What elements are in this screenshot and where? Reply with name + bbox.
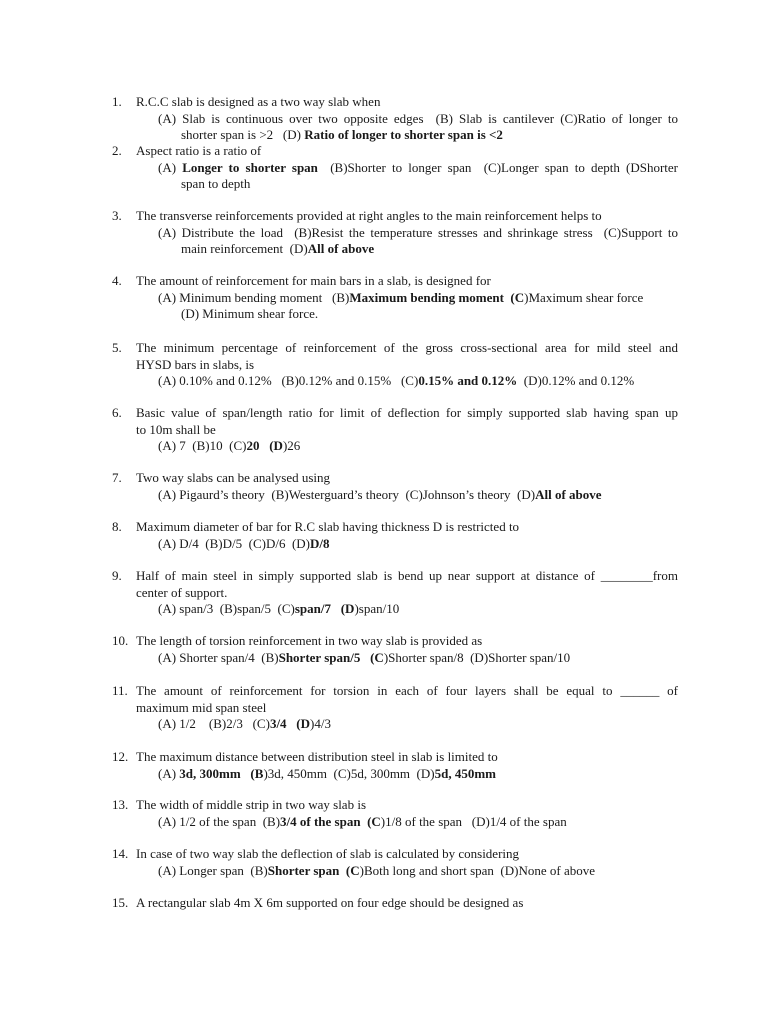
- option-text: (A) Minimum bending moment (B): [158, 289, 350, 305]
- question-text: The minimum percentage of reinforcement of the gross cross-sectional area for mild steel and: [136, 340, 678, 355]
- question-text: In case of two way slab the deflection of slab is calculated by considering: [136, 846, 520, 861]
- answer-options: [158, 814, 567, 830]
- question-text: R.C.C slab is designed as a two way slab when: [136, 94, 381, 109]
- question-text: The width of middle strip in two way slab is: [136, 797, 367, 812]
- option-text: (A) 0.10% and 0.12% (B)0.12% and 0.15% (C): [158, 373, 419, 388]
- answer-options: [158, 373, 634, 389]
- option-text: )Both long and short span (D)None of above: [359, 862, 596, 878]
- question-number: 10.: [112, 633, 129, 648]
- answer-options: [158, 716, 331, 732]
- option-text: )4/3: [310, 716, 331, 731]
- correct-answer-text: 3/4 (D: [269, 716, 311, 731]
- question-text: to 10m shall be: [136, 421, 216, 437]
- question-text: Maximum diameter of bar for R.C slab having thickness D is restricted to: [136, 519, 520, 534]
- question-text: The maximum distance between distribution steel in slab is limited to: [136, 749, 498, 764]
- answer-options-continued: [181, 306, 318, 322]
- option-text: (A) span/3 (B)span/5 (C): [158, 601, 295, 616]
- question-text: Basic value of span/length ratio for limit of deflection for simply supported slab having span up: [136, 405, 678, 420]
- correct-answer-text: Shorter span (C: [267, 862, 360, 878]
- correct-answer-text: Ratio of longer to shorter span is <2: [304, 127, 503, 142]
- option-text: (D) Minimum shear force.: [181, 306, 319, 321]
- option-text: (A) Distribute the load (B)Resist the temperature stresses and shrinkage stress (C)Support to: [158, 224, 678, 240]
- option-text: )span/10: [354, 601, 400, 616]
- question-text: HYSD bars in slabs, is: [136, 356, 255, 372]
- option-text: )Maximum shear force: [524, 289, 644, 305]
- option-text: (A) 1/2 (B)2/3 (C): [158, 716, 270, 731]
- question-number: 9.: [112, 568, 122, 583]
- question-number: 2.: [112, 143, 122, 158]
- question-text: The amount of reinforcement for torsion in each of four layers shall be equal to ______ of: [136, 683, 678, 698]
- correct-answer-text: D/8: [310, 535, 330, 551]
- option-text: (B)Shorter to longer span (C)Longer span to depth (DShorter: [317, 159, 678, 175]
- correct-answer-text: 3/4 of the span (C: [280, 813, 381, 829]
- question-text: Half of main steel in simply supported slab is bend up near support at distance of ________from: [136, 568, 678, 583]
- question-text: center of support.: [136, 584, 228, 600]
- correct-answer-text: Longer to shorter span: [182, 159, 318, 175]
- correct-answer-text: Shorter span/5 (C: [278, 649, 384, 665]
- question-text: A rectangular slab 4m X 6m supported on four edge should be designed as: [136, 895, 524, 910]
- question-number: 1.: [112, 94, 122, 109]
- answer-options-continued: [181, 241, 374, 257]
- question-number: 5.: [112, 340, 122, 355]
- question-text: The amount of reinforcement for main bars in a slab, is designed for: [136, 273, 491, 288]
- option-text: (A): [158, 765, 180, 781]
- answer-options: [158, 111, 678, 127]
- option-text: )3d, 450mm (C)5d, 300mm (D): [263, 765, 435, 781]
- option-text: (A) 7 (B)10 (C): [158, 438, 247, 453]
- question-number: 3.: [112, 208, 122, 223]
- correct-answer-text: Maximum bending moment (C: [349, 289, 525, 305]
- question-text: The length of torsion reinforcement in two way slab is provided as: [136, 633, 483, 648]
- correct-answer-text: All of above: [535, 486, 602, 502]
- correct-answer-text: All of above: [307, 241, 375, 256]
- answer-options: [158, 863, 595, 879]
- correct-answer-text: 5d, 450mm: [434, 765, 496, 781]
- answer-options: [158, 160, 678, 176]
- question-number: 12.: [112, 749, 129, 764]
- option-text: (A) 1/2 of the span (B): [158, 813, 281, 829]
- answer-options: [158, 487, 602, 503]
- question-number: 7.: [112, 470, 122, 485]
- answer-options: [158, 290, 643, 306]
- question-number: 8.: [112, 519, 122, 534]
- question-text: Two way slabs can be analysed using: [136, 470, 331, 485]
- answer-options: [158, 438, 300, 454]
- correct-answer-text: 20 (D: [246, 438, 283, 453]
- option-text: (A) Longer span (B): [158, 862, 268, 878]
- option-text: (D)0.12% and 0.12%: [517, 373, 635, 388]
- option-text: main reinforcement (D): [181, 241, 308, 256]
- answer-options: [158, 536, 330, 552]
- correct-answer-text: 3d, 300mm (B: [179, 765, 264, 781]
- question-text: maximum mid span steel: [136, 699, 267, 715]
- question-number: 13.: [112, 797, 129, 812]
- answer-options-continued: [181, 127, 503, 143]
- question-number: 14.: [112, 846, 129, 861]
- option-text: (A) Slab is continuous over two opposite edges (B) Slab is cantilever (C)Ratio of longer to: [158, 110, 678, 126]
- question-text: The transverse reinforcements provided at right angles to the main reinforcement helps to: [136, 208, 602, 223]
- correct-answer-text: span/7 (D: [294, 601, 355, 616]
- answer-options-continued: [181, 176, 250, 192]
- question-number: 11.: [112, 683, 128, 698]
- question-number: 15.: [112, 895, 129, 910]
- option-text: )1/8 of the span (D)1/4 of the span: [380, 813, 567, 829]
- option-text: )26: [282, 438, 301, 453]
- option-text: (A) Shorter span/4 (B): [158, 649, 279, 665]
- option-text: (A) D/4 (B)D/5 (C)D/6 (D): [158, 535, 311, 551]
- correct-answer-text: 0.15% and 0.12%: [418, 373, 518, 388]
- option-text: span to depth: [181, 176, 251, 191]
- question-number: 4.: [112, 273, 122, 288]
- option-text: )Shorter span/8 (D)Shorter span/10: [383, 649, 571, 665]
- answer-options: [158, 225, 678, 241]
- option-text: (A): [158, 159, 183, 175]
- answer-options: [158, 650, 570, 666]
- answer-options: [158, 601, 399, 617]
- option-text: shorter span is >2 (D): [181, 127, 305, 142]
- question-text: Aspect ratio is a ratio of: [136, 143, 262, 158]
- question-number: 6.: [112, 405, 122, 420]
- answer-options: [158, 766, 496, 782]
- option-text: (A) Pigaurd’s theory (B)Westerguard’s theory (C)Johnson’s theory (D): [158, 486, 536, 502]
